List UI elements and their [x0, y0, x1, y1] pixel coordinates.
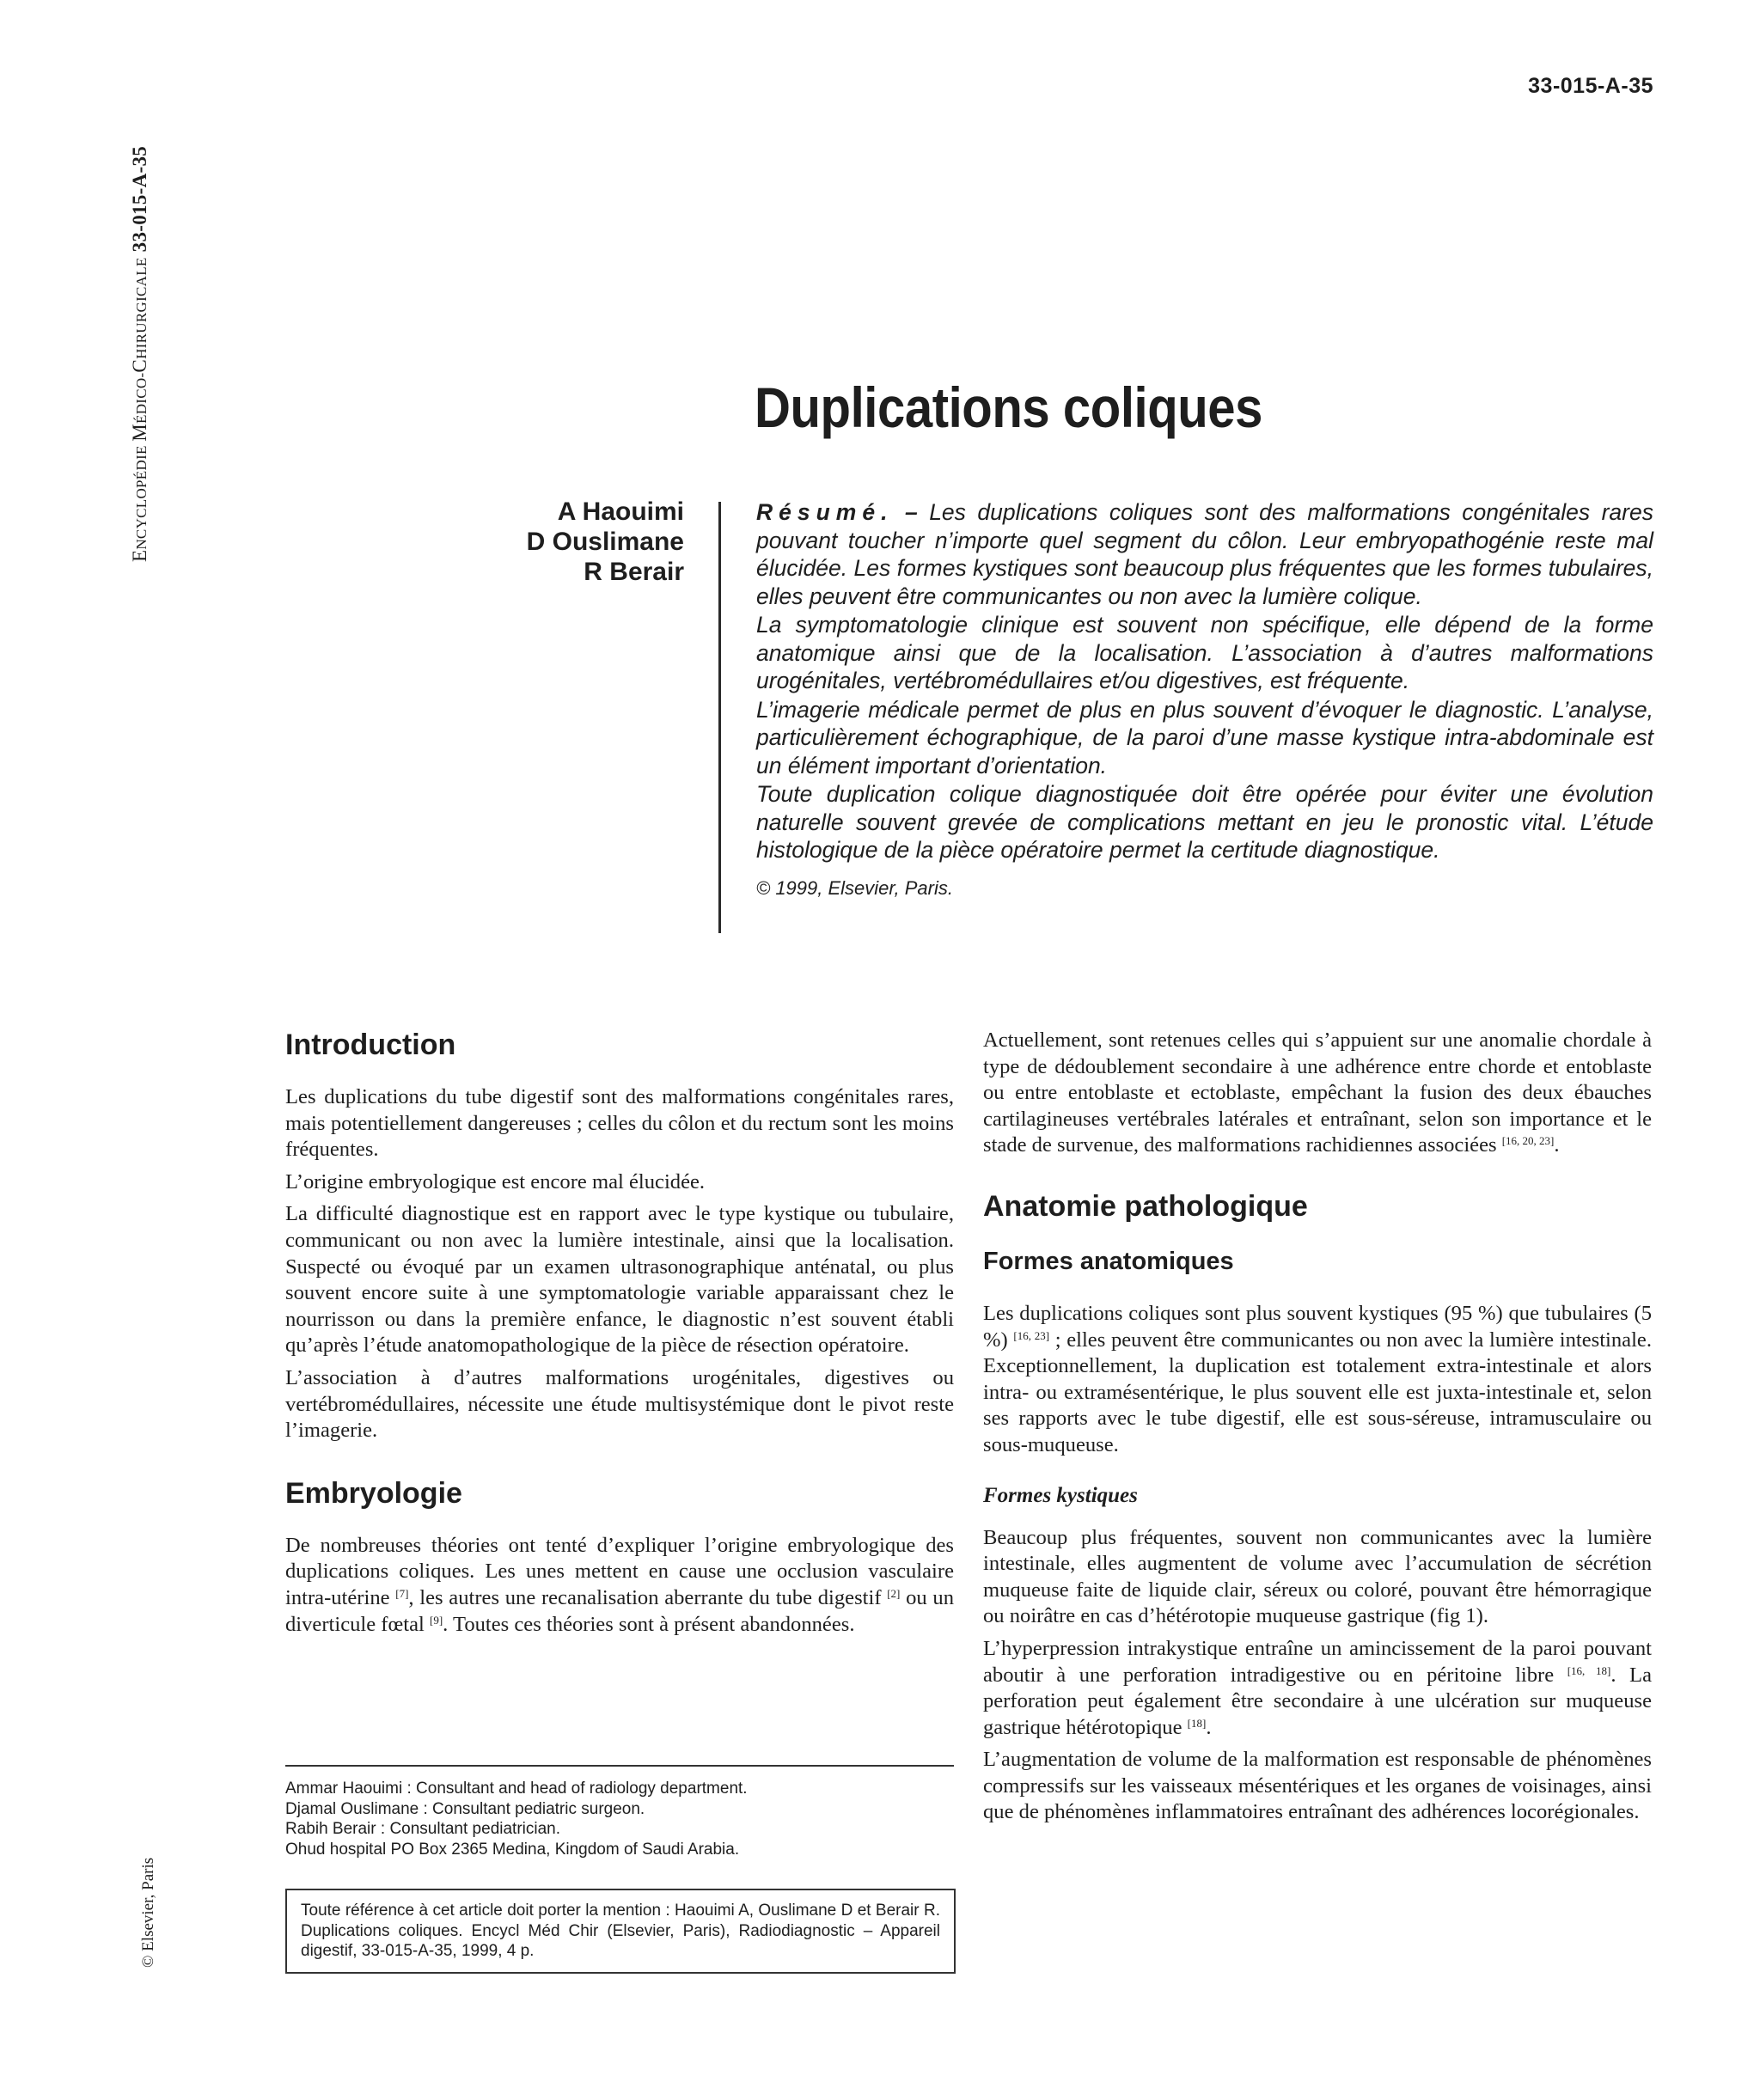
- affiliation-line: Rabih Berair : Consultant pediatrician.: [285, 1820, 561, 1838]
- text-run: De nombreuses théories ont tenté d’expliquer l’origine embryologique des duplications coliques. Les unes mettent en cause une occlusion vasculaire intra-utérine: [285, 1533, 954, 1609]
- author-name: R Berair: [584, 558, 684, 586]
- section-heading-anatomie: Anatomie pathologique: [983, 1189, 1308, 1223]
- abstract-lead: Résumé.: [756, 499, 894, 525]
- text-run: Actuellement, sont retenues celles qui s’appuient sur une anomalie chordale à type de dédoublement secondaire à une adhérence entre chorde et entoblaste ou entre entoblaste et ectoblaste, empêchant la fusion des deux ébauches cartilagineuses vertébrales latérales et entraînant, selon son importance et le stade de survenue, des malformations rachidiennes associées: [983, 1029, 1652, 1157]
- affiliation-line: Djamal Ouslimane : Consultant pediatric surgeon.: [285, 1799, 645, 1818]
- series-text-1: NCYCLOPÉDIE: [133, 441, 150, 550]
- text-run: . La perforation peut également être secondaire à une ulcération sur muqueuse gastrique hétérotopique: [983, 1663, 1652, 1739]
- affiliation-line: Ohud hospital PO Box 2365 Medina, Kingdom of Saudi Arabia.: [285, 1840, 740, 1859]
- section-heading-introduction: Introduction: [285, 1029, 456, 1061]
- abstract: [756, 498, 1653, 903]
- reference-marker: [16, 20, 23]: [1501, 1134, 1555, 1148]
- abstract-dash: –: [893, 499, 918, 525]
- body-paragraph: La difficulté diagnostique est en rapport avec le type kystique ou tubulaire, communicant ou non avec la lumière intestinale, ainsi que la localisation. Suspecté ou évoqué par un examen ultrasonographique anténatal, ou plus souvent encore suite à une symptomatologie variable apparaissant chez le nourrisson ou dans la première enfance, le diagnostic n’est souvent établi qu’après l’étude anatomopathologique de la pièce de résection opératoire.: [285, 1202, 954, 1358]
- text-run: Les duplications coliques sont plus souvent kystiques (95 %) que tubulaires (5 %): [983, 1301, 1652, 1352]
- abstract-copyright: © 1999, Elsevier, Paris.: [756, 876, 953, 899]
- body-paragraph: L’origine embryologique est encore mal élucidée.: [285, 1169, 706, 1193]
- series-initial-e: E: [129, 549, 150, 562]
- body-paragraph: [983, 1636, 1652, 1741]
- document-code: 33-015-A-35: [1528, 74, 1653, 98]
- body-paragraph: Les duplications du tube digestif sont des malformations congénitales rares, mais potentiellement dangereuses ; celles du côlon et du rectum sont les moins fréquentes.: [285, 1085, 954, 1162]
- body-paragraph: [983, 1028, 1652, 1159]
- text-run: , les autres une recanalisation aberrante du tube digestif: [408, 1585, 888, 1609]
- text-run: ; elles peuvent être communicantes ou non avec la lumière intestinale. Exceptionnellement, la duplication est totalement extra-intestinale et alors intra- ou extramésentérique, le plus souvent elle est juxta-intestinale et, selon ses rapports avec le tube digestif, elle est sous-séreuse, intramusculaire ou sous-muqueuse.: [983, 1328, 1652, 1456]
- abstract-paragraph: [756, 498, 1653, 610]
- body-paragraph: [285, 1533, 954, 1638]
- body-paragraph: L’augmentation de volume de la malformation est responsable de phénomènes compressifs sur les vaisseaux mésentériques et les organes de voisinages, ainsi que de phénomènes inflammatoires entraînant des adhérences locorégionales.: [983, 1748, 1652, 1824]
- abstract-paragraph: Toute duplication colique diagnostiquée doit être opérée pour éviter une évolution naturelle souvent grevée de complications mettant en jeu le pronostic vital. L’étude histologique de la pièce opératoire permet la certitude diagnostique.: [756, 781, 1653, 863]
- subsection-heading-formes-anatomiques: Formes anatomiques: [983, 1247, 1234, 1275]
- footnote-rule: [285, 1765, 954, 1767]
- text-run: . Toutes ces théories sont à présent abandonnées.: [443, 1612, 855, 1636]
- series-code: 33-015-A-35: [129, 145, 150, 253]
- text-run: L’hyperpression intrakystique entraîne un amincissement de la paroi pouvant aboutir à une perforation intradigestive ou en péritoine libre: [983, 1636, 1652, 1687]
- series-text-3: HIRURGICALE: [133, 257, 150, 359]
- abstract-paragraph: La symptomatologie clinique est souvent non spécifique, elle dépend de la forme anatomique ainsi que de la localisation. L’association à d’autres malformations urogénitales, vertébromédullaires et/ou digestives, est fréquente.: [756, 612, 1653, 693]
- reference-marker: [9]: [430, 1613, 443, 1627]
- series-label: [129, 146, 151, 562]
- series-text-2: ÉDICO-: [133, 372, 150, 424]
- citation-box: Toute référence à cet article doit porter la mention : Haouimi A, Ouslimane D et Berair R. Duplications coliques. Encycl Méd Chir (Elsevier, Paris), Radiodiagnostic – Appareil digestif, 33-015-A-35, 1999, 4 p.: [285, 1889, 956, 1974]
- reference-marker: [2]: [887, 1586, 901, 1600]
- author-name: D Ouslimane: [526, 528, 684, 556]
- column-left: [285, 1028, 954, 1644]
- author-list: [527, 497, 684, 587]
- text-run: ou un diverticule fœtal: [285, 1585, 954, 1636]
- abstract-text: Les duplications coliques sont des malformations congénitales rares pouvant toucher n’importe quel segment du côlon. Leur embryopathogénie reste mal élucidée. Les formes kystiques sont beaucoup plus fréquentes que les formes tubulaires, elles peuvent être communicantes ou non avec la lumière colique.: [756, 499, 1653, 609]
- abstract-divider: [718, 502, 721, 933]
- reference-marker: [16, 18]: [1567, 1664, 1611, 1677]
- reference-marker: [16, 23]: [1013, 1328, 1050, 1342]
- reference-marker: [18]: [1187, 1716, 1207, 1730]
- article-title: Duplications coliques: [755, 375, 1263, 439]
- affiliation-line: Ammar Haouimi : Consultant and head of radiology department.: [285, 1780, 748, 1798]
- series-initial-c: C: [129, 358, 150, 373]
- series-initial-m: M: [129, 423, 150, 442]
- reference-marker: [7]: [395, 1586, 409, 1600]
- author-name: A Haouimi: [557, 498, 684, 526]
- abstract-paragraph: L’imagerie médicale permet de plus en plus souvent d’évoquer le diagnostic. L’analyse, particulièrement échographique, de la paroi d’une masse kystique intra-abdominale est un élément important d’orientation.: [756, 696, 1653, 778]
- text-run: .: [1206, 1715, 1212, 1739]
- body-paragraph: Beaucoup plus fréquentes, souvent non communicantes avec la lumière intestinale, elles augmentent de volume avec l’accumulation de sécrétion muqueuse faite de liquide clair, séreux ou coloré, pouvant être hémorragique ou noirâtre en cas d’hétérotopie muqueuse gastrique (fig 1).: [983, 1525, 1652, 1628]
- author-affiliations: [285, 1779, 954, 1859]
- text-run: .: [1554, 1133, 1560, 1157]
- body-paragraph: L’association à d’autres malformations urogénitales, digestives ou vertébromédullaires, nécessite une étude multisystémique dont le pivot reste l’imagerie.: [285, 1365, 954, 1443]
- publisher-copyright: © Elsevier, Paris: [139, 1857, 157, 1968]
- section-heading-embryologie: Embryologie: [285, 1476, 462, 1510]
- body-paragraph: [983, 1301, 1652, 1459]
- subsection-heading-formes-kystiques: Formes kystiques: [983, 1483, 1138, 1507]
- column-right: [983, 1028, 1652, 1832]
